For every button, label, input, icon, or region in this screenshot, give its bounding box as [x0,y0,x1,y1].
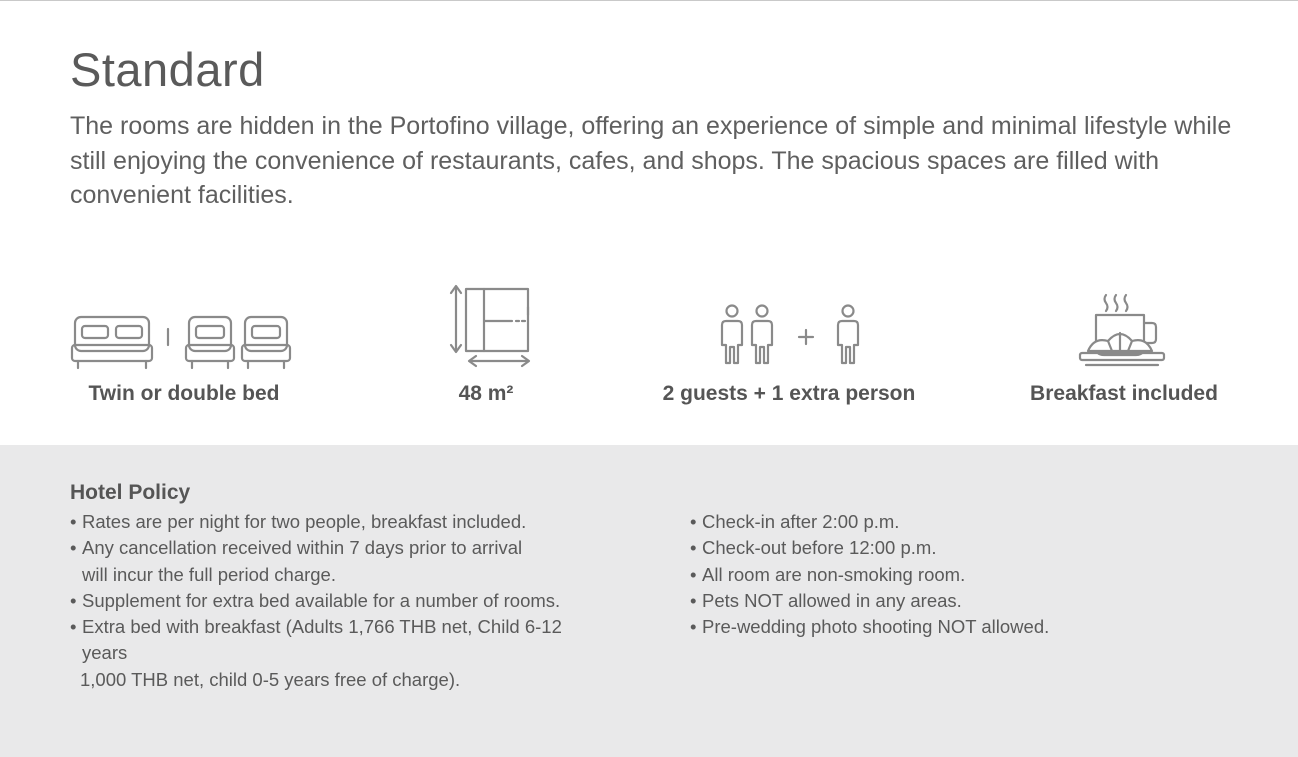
policy-item-text: years [82,642,128,664]
amenity-guests-label: 2 guests + 1 extra person [662,382,916,405]
policy-list-right [690,509,1250,640]
policy-item: • Check-in after 2:00 p.m. [690,509,1250,535]
bed-icon [60,311,308,373]
amenity-guests [640,271,938,421]
policy-item [70,509,640,535]
policy-item: • Pre-wedding photo shooting NOT allowed. [690,614,1250,640]
policy-item: • All room are non-smoking room. [690,562,1250,588]
policy-list-left [70,509,640,693]
policy-item-text: • Extra bed with breakfast (Adults 1,766 THB net, Child 6-12 [82,616,562,638]
breakfast-icon [1074,285,1174,373]
policy-item-text: • Any cancellation received within 7 days prior to arrival [82,537,523,559]
policy-item-text: will incur the full period charge. [82,563,336,585]
amenity-bed-label: Twin or double bed [88,382,280,405]
policy-item [70,614,640,693]
hotel-policy [0,445,1298,757]
amenity-breakfast-label: Breakfast included [1030,382,1218,405]
room-description: The rooms are hidden in the Portofino village, offering an experience of simple and minimal lifestyle while still enjoying the convenience of restaurants, cafes, and shops. The spacious spaces are filled with convenient facilities. [70,112,1232,209]
policy-item [70,588,640,614]
policy-item: • Check-out before 12:00 p.m. [690,535,1250,561]
policy-item-text: Rates are per night for two people, breakfast included. [82,511,527,532]
amenity-bed [60,271,308,421]
policy-item [70,535,640,588]
amenity-size-label: 48 m² [458,382,514,405]
policy-item-text: 1,000 THB net, child 0-5 years free of charge). [80,668,461,690]
amenity-breakfast [1010,271,1238,421]
amenity-size [406,271,566,421]
policy-item-text: Supplement for extra bed available for a number of rooms. [82,589,561,611]
policy-item: • Pets NOT allowed in any areas. [690,588,1250,614]
policy-title: Hotel Policy [70,481,191,504]
room-overview [0,1,1298,445]
room-title: Standard [70,43,265,96]
floor-plan-icon [436,281,536,373]
guests-icon [704,301,874,373]
